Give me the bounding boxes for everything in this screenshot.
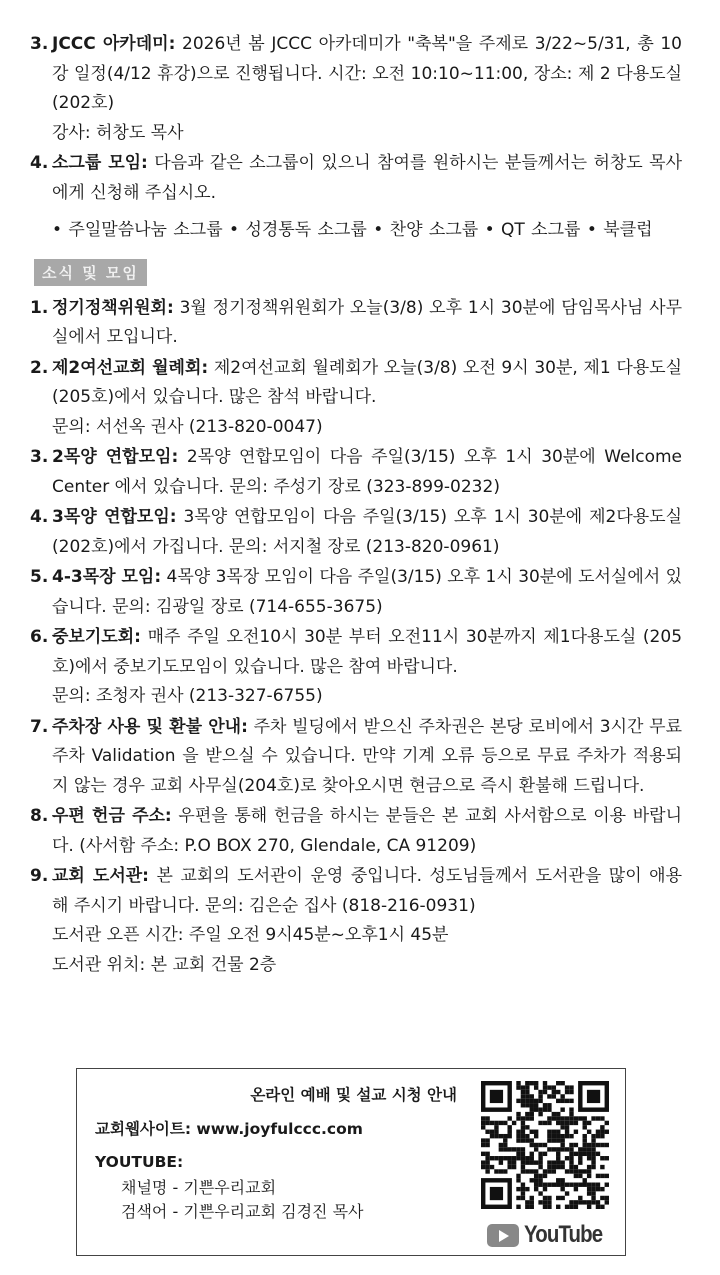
qr-code-icon[interactable] bbox=[481, 1081, 609, 1209]
item-text: 3월 정기정책위원회가 오늘(3/8) 오후 1시 30분에 담임목사님 사무실에서 모입니다. bbox=[52, 297, 683, 347]
item-title: 우편 헌금 주소: bbox=[52, 806, 172, 826]
youtube-logo-text: YouTube bbox=[524, 1221, 603, 1248]
section-header: 소식 및 모임 bbox=[34, 259, 147, 286]
item-extra: 문의: 서선옥 권사 (213-820-0047) bbox=[52, 416, 323, 437]
item-text: 2026년 봄 JCCC 아카데미가 "축복"을 주제로 3/22~5/31, 총 10강 일정(4/12 휴강)으로 진행됩니다. 시간: 오전 10:10~11:00, 장소: 제 2 다용도실(202호) bbox=[52, 34, 682, 113]
item-text: 본 교회의 도서관이 운영 중입니다. 성도님들께서 도서관을 많이 애용 해 주시기 바랍니다. 문의: 김은순 집사 (818-216-0931) bbox=[52, 866, 683, 916]
item-number: 1. bbox=[30, 297, 49, 318]
news-item bbox=[30, 563, 682, 622]
youtube-label: YOUTUBE: bbox=[95, 1153, 184, 1171]
item-title: 소그룹 모임: bbox=[52, 153, 148, 173]
item-title: 4-3목장 모임: bbox=[52, 567, 162, 587]
channel-name: 채널명 - 기쁜우리교회 bbox=[121, 1178, 277, 1197]
small-group-list: • 주일말씀나눔 소그룹 • 성경통독 소그룹 • 찬양 소그룹 • QT 소그룹 • 북클럽 bbox=[52, 220, 653, 240]
item-number: 6. bbox=[30, 627, 49, 647]
small-group-item bbox=[30, 149, 682, 246]
item-title: 중보기도회: bbox=[52, 627, 141, 647]
news-item bbox=[30, 354, 682, 443]
item-extra: 도서관 오픈 시간: 주일 오전 9시45분~오후1시 45분 bbox=[52, 925, 449, 945]
item-number: 7. bbox=[30, 716, 49, 737]
item-title: 주차장 사용 및 환불 안내: bbox=[52, 716, 248, 737]
item-number: 4. bbox=[30, 507, 49, 527]
item-title: 2목양 연합모임: bbox=[52, 447, 179, 467]
item-extra: 문의: 조청자 권사 (213-327-6755) bbox=[52, 686, 323, 706]
search-term: 검색어 - 기쁜우리교회 김경진 목사 bbox=[121, 1202, 364, 1221]
news-list bbox=[30, 294, 682, 981]
item-extra: 도서관 위치: 본 교회 건물 2층 bbox=[52, 954, 277, 975]
item-text: 4목양 3목장 모임이 다음 주일(3/15) 오후 1시 30분에 도서실에서 있습니다. 문의: 김광일 장로 (714-655-3675) bbox=[52, 567, 683, 617]
item-number: 8. bbox=[30, 806, 49, 826]
item-number: 3. bbox=[30, 34, 49, 54]
item-number: 4. bbox=[30, 153, 49, 173]
website-text[interactable]: 교회웹사이트: www.joyfulccc.com bbox=[95, 1120, 363, 1138]
item-text: 2목양 연합모임이 다음 주일(3/15) 오후 1시 30분에 Welcome Center 에서 있습니다. 문의: 주성기 장로 (323-899-0232) bbox=[52, 447, 683, 497]
news-item bbox=[30, 443, 682, 502]
news-item bbox=[30, 713, 682, 802]
youtube-play-icon bbox=[487, 1224, 519, 1247]
item-title: JCCC 아카데미: bbox=[52, 34, 176, 54]
news-item bbox=[30, 503, 682, 562]
academy-item bbox=[30, 30, 682, 148]
item-title: 교회 도서관: bbox=[52, 866, 149, 886]
online-title: 온라인 예배 및 설교 시청 안내 bbox=[250, 1086, 457, 1104]
item-title: 3목양 연합모임: bbox=[52, 507, 177, 527]
item-number: 3. bbox=[30, 447, 49, 467]
news-item bbox=[30, 294, 682, 353]
item-text: 3목양 연합모임이 다음 주일(3/15) 오후 1시 30분에 제2다용도실 (202호)에서 가집니다. 문의: 서지철 장로 (213-820-0961) bbox=[52, 507, 683, 557]
youtube-logo bbox=[487, 1221, 616, 1249]
online-worship-box bbox=[76, 1068, 626, 1256]
item-number: 5. bbox=[30, 567, 49, 587]
item-title: 제2여선교회 월례회: bbox=[52, 357, 209, 378]
news-item bbox=[30, 623, 682, 712]
item-number: 9. bbox=[30, 866, 49, 886]
item-text: 우편을 통해 헌금을 하시는 분들은 본 교회 사서함으로 이용 바랍니다. (사서함 주소: P.O BOX 270, Glendale, CA 91209) bbox=[52, 806, 682, 856]
item-text: 다음과 같은 소그룹이 있으니 참여를 원하시는 분들께서는 허창도 목사에게 신청해 주십시오. bbox=[52, 153, 683, 203]
item-extra: 강사: 허창도 목사 bbox=[52, 122, 184, 143]
item-text: 제2여선교회 월례회가 오늘(3/8) 오전 9시 30분, 제1 다용도실(205호)에서 있습니다. 많은 참석 바랍니다. bbox=[52, 357, 683, 407]
news-item bbox=[30, 802, 682, 861]
bulletin-column bbox=[30, 30, 682, 981]
item-number: 2. bbox=[30, 357, 49, 378]
item-text: 주차 빌딩에서 받으신 주차권은 본당 로비에서 3시간 무료주차 Validation 을 받으실 수 있습니다. 만약 기계 오류 등으로 무료 주차가 적용되지 않는 경우 교회 사무실(204호)로 찾아오시면 현금으로 즉시 환불해 드립니다. bbox=[52, 716, 682, 796]
item-title: 정기정책위원회: bbox=[52, 297, 174, 318]
news-item bbox=[30, 862, 682, 980]
item-text: 매주 주일 오전10시 30분 부터 오전11시 30분까지 제1다용도실 (205호)에서 중보기도모임이 있습니다. 많은 참여 바랍니다. bbox=[52, 627, 683, 677]
